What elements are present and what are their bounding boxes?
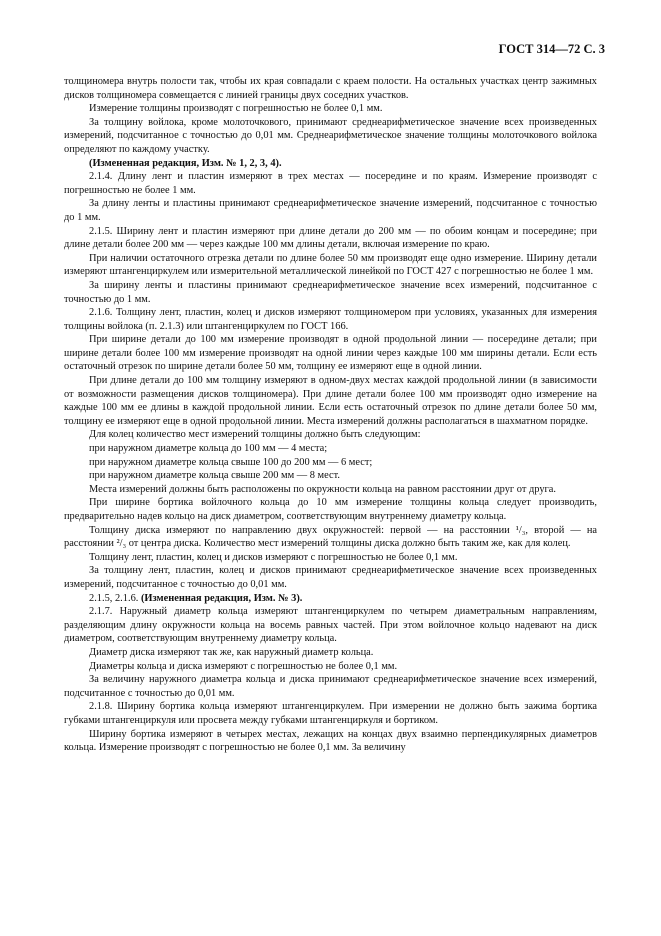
paragraph: Диаметр диска измеряют так же, как наружный диаметр кольца.: [89, 646, 374, 658]
paragraph: За величину наружного диаметра кольца и диска принимают среднеарифметическое значение всех измерений, подсчитанное с точностью до 0,01 мм.: [64, 674, 597, 699]
body-text: [64, 75, 597, 755]
paragraph: Толщину диска измеряют по направлению двух окружностей: первой — на расстоянии ¹/₃, второй — на расстоянии ²/₃ от центра диска. Количество мест измерений толщины диска должно быть таким же, как для колец.: [64, 524, 597, 550]
paragraph: толщиномера внутрь полости так, чтобы их края совпадали с краем полости. На остальных участках центр зажимных дисков толщиномера совмещается с линией границы двух соседних участков.: [64, 76, 597, 101]
paragraph: 2.1.5. Ширину лент и пластин измеряют при длине детали до 200 мм — по обоим концам и посередине; при длине детали более 200 мм — через каждые 100 мм длины детали, включая измерение по краю.: [64, 225, 597, 251]
paragraph: Толщину лент, пластин, колец и дисков измеряют с погрешностью не более 0,1 мм.: [89, 551, 458, 563]
clause-numbers: 2.1.5, 2.1.6.: [89, 592, 139, 604]
paragraph: Места измерений должны быть расположены по окружности кольца на равном расстоянии друг от друга.: [89, 483, 557, 495]
paragraph: Измерение толщины производят с погрешностью не более 0,1 мм.: [89, 103, 383, 115]
paragraph: Для колец количество мест измерений толщины должно быть следующим:: [89, 429, 421, 441]
paragraph: За толщину войлока, кроме молоточкового, принимают среднеарифметическое значение всех произведенных измерений, подсчитанное с точностью до 0,01 мм. Среднеарифметическое значение толщины молоточкового войлока определяют по каждому участку.: [64, 116, 597, 155]
paragraph: 2.1.4. Длину лент и пластин измеряют в трех местах — посередине и по краям. Измерение производят с погрешностью не более 1 мм.: [64, 171, 597, 196]
list-item: при наружном диаметре кольца свыше 200 мм — 8 мест.: [89, 470, 340, 482]
amendment-note: [64, 592, 597, 606]
list-item: при наружном диаметре кольца до 100 мм — 4 места;: [89, 443, 328, 455]
paragraph: За ширину ленты и пластины принимают среднеарифметическое значение всех измерений, подсчитанное с точностью до 1 мм.: [64, 279, 597, 305]
page-header: ГОСТ 314—72 С. 3: [498, 42, 605, 56]
paragraph: 2.1.6. Толщину лент, пластин, колец и дисков измеряют толщиномером при условиях, указанных для измерения толщины войлока (п. 2.1.3) или штангенциркулем по ГОСТ 166.: [64, 307, 597, 332]
paragraph: При длине детали до 100 мм толщину измеряют в одном-двух местах каждой продольной линии (в зависимости от возможности размещения дисков толщиномера). При длине детали более 100 мм производят одно измерение на каждые 100 мм ее длины в каждой продольной линии. Если есть остаточный отрезок по длине детали более 50 мм, толщину ее измеряют еще в одной продольной линии. Места измерений должны располагаться в шахматном порядке.: [64, 375, 597, 427]
paragraph: Ширину бортика измеряют в четырех местах, лежащих на концах двух взаимно перпендикулярных диаметров кольца. Измерение производят с погрешностью не более 0,1 мм. За величину: [64, 728, 597, 754]
paragraph: За толщину лент, пластин, колец и дисков принимают среднеарифметическое значение всех произведенных измерений, подсчитанное с точностью до 0,01 мм.: [64, 565, 597, 590]
paragraph: 2.1.8. Ширину бортика кольца измеряют штангенциркулем. При измерении не должно быть зажима бортика губками штангенциркуля или просвета между губками штангенциркуля и бортиком.: [64, 701, 597, 726]
amendment-label: (Измененная редакция, Изм. № 3).: [140, 592, 303, 604]
paragraph: При наличии остаточного отрезка детали по длине более 50 мм производят еще одно измерение. Ширину детали измеряют штангенциркулем или измерительной металлической линейкой по ГОСТ 427 с погрешностью не более 1 мм.: [64, 252, 597, 278]
paragraph: Диаметры кольца и диска измеряют с погрешностью не более 0,1 мм.: [89, 660, 398, 672]
paragraph: 2.1.7. Наружный диаметр кольца измеряют штангенциркулем по четырем диаметральным направлениям, разделяющим длину окружности кольца на восемь равных частей. При этом войлочное кольцо надевают на диск диаметром, соответствующим внутреннему диаметру кольца.: [64, 606, 597, 645]
paragraph: При ширине детали до 100 мм измерение производят в одной продольной линии — посередине детали; при ширине детали более 100 мм измерение производят на одной линии через каждые 100 мм ширины детали. Если есть остаточный отрезок по ширине детали более 50 мм, толщину ее измеряют еще в одной линии.: [64, 334, 597, 373]
amendment-note: (Измененная редакция, Изм. № 1, 2, 3, 4).: [89, 157, 282, 169]
paragraph: При ширине бортика войлочного кольца до 10 мм измерение толщины кольца следует производить, предварительно надев кольцо на диск диаметром, соответствующим внутреннему диаметру кольца.: [64, 497, 597, 522]
paragraph: За длину ленты и пластины принимают среднеарифметическое значение измерений, подсчитанное с точностью до 1 мм.: [64, 198, 597, 223]
list-item: при наружном диаметре кольца свыше 100 до 200 мм — 6 мест;: [89, 456, 373, 468]
